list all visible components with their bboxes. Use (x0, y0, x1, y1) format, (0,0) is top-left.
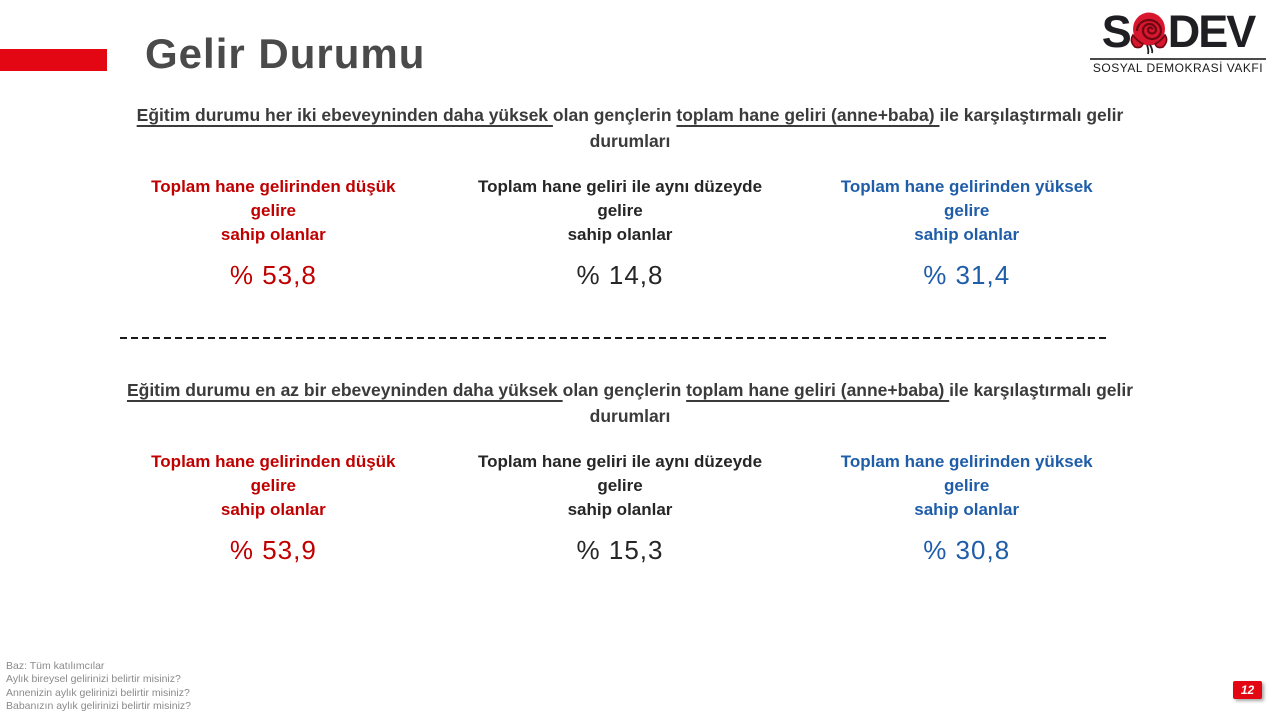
stat-label: Toplam hane gelirinden düşük gelire sahip olanlar (151, 176, 396, 244)
footnote-line: Aylık bireysel gelirinizi belirtir misiniz? (6, 673, 181, 686)
heading-underlined-segment: toplam hane geliri (anne+baba) (676, 105, 940, 125)
section-heading (100, 102, 1160, 155)
logo-letters-dev: DEV (1167, 5, 1255, 57)
stat-columns-row (100, 175, 1140, 291)
section-both-parents (100, 102, 1160, 291)
stat-value: % 53,8 (229, 259, 317, 290)
heading-plain-segment: olan gençlerin (562, 380, 687, 400)
stat-label: Toplam hane geliri ile aynı düzeyde gelire sahip olanlar (477, 176, 763, 244)
heading-plain-segment: ile karşılaştırmalı gelir (949, 380, 1134, 400)
stat-column-same-income (447, 175, 794, 291)
sodev-logo-word (1088, 6, 1268, 56)
heading-line-2: durumları (589, 406, 671, 427)
footnote-line: Annenizin aylık gelirinizi belirtir misiniz? (6, 686, 190, 699)
stat-label: Toplam hane gelirinden yüksek gelire sahip olanlar (840, 176, 1093, 244)
stat-column-higher-income (793, 450, 1140, 566)
dashed-divider (120, 337, 1106, 339)
footnotes (6, 660, 191, 714)
heading-line-2: durumları (589, 131, 671, 152)
section-one-parent (100, 377, 1160, 566)
stat-label: Toplam hane geliri ile aynı düzeyde gelire sahip olanlar (477, 451, 763, 519)
heading-plain-segment: olan gençlerin (552, 105, 677, 125)
logo-letter-s: S (1101, 5, 1130, 57)
title-accent-bar (0, 49, 107, 71)
heading-underlined-segment: Eğitim durumu en az bir ebeveyninden daha yüksek (126, 380, 563, 400)
stat-value: % 15,3 (576, 534, 664, 565)
sodev-logo (1088, 6, 1268, 75)
stat-column-lower-income (100, 175, 447, 291)
stat-columns-row (100, 450, 1140, 566)
stat-column-lower-income (100, 450, 447, 566)
heading-plain-segment: ile karşılaştırmalı gelir (939, 105, 1124, 125)
heading-underlined-segment: Eğitim durumu her iki ebeveyninden daha yüksek (136, 105, 553, 125)
stat-value: % 30,8 (923, 534, 1011, 565)
stat-column-same-income (447, 450, 794, 566)
stat-value: % 14,8 (576, 259, 664, 290)
stat-column-higher-income (793, 175, 1140, 291)
stat-label: Toplam hane gelirinden yüksek gelire sahip olanlar (840, 451, 1093, 519)
stat-value: % 53,9 (229, 534, 317, 565)
section-heading (100, 377, 1160, 430)
footnote-line: Babanızın aylık gelirinizi belirtir misiniz? (6, 700, 191, 713)
logo-divider-line (1090, 58, 1266, 60)
page-title: Gelir Durumu (145, 30, 426, 77)
stat-label: Toplam hane gelirinden düşük gelire sahip olanlar (151, 451, 396, 519)
logo-subtitle: SOSYAL DEMOKRASİ VAKFI (1092, 61, 1264, 75)
heading-underlined-segment: toplam hane geliri (anne+baba) (686, 380, 950, 400)
page-number-badge: 12 (1233, 681, 1262, 699)
rose-icon (1127, 9, 1171, 55)
footnote-line: Baz: Tüm katılımcılar (6, 660, 105, 672)
stat-value: % 31,4 (923, 259, 1011, 290)
